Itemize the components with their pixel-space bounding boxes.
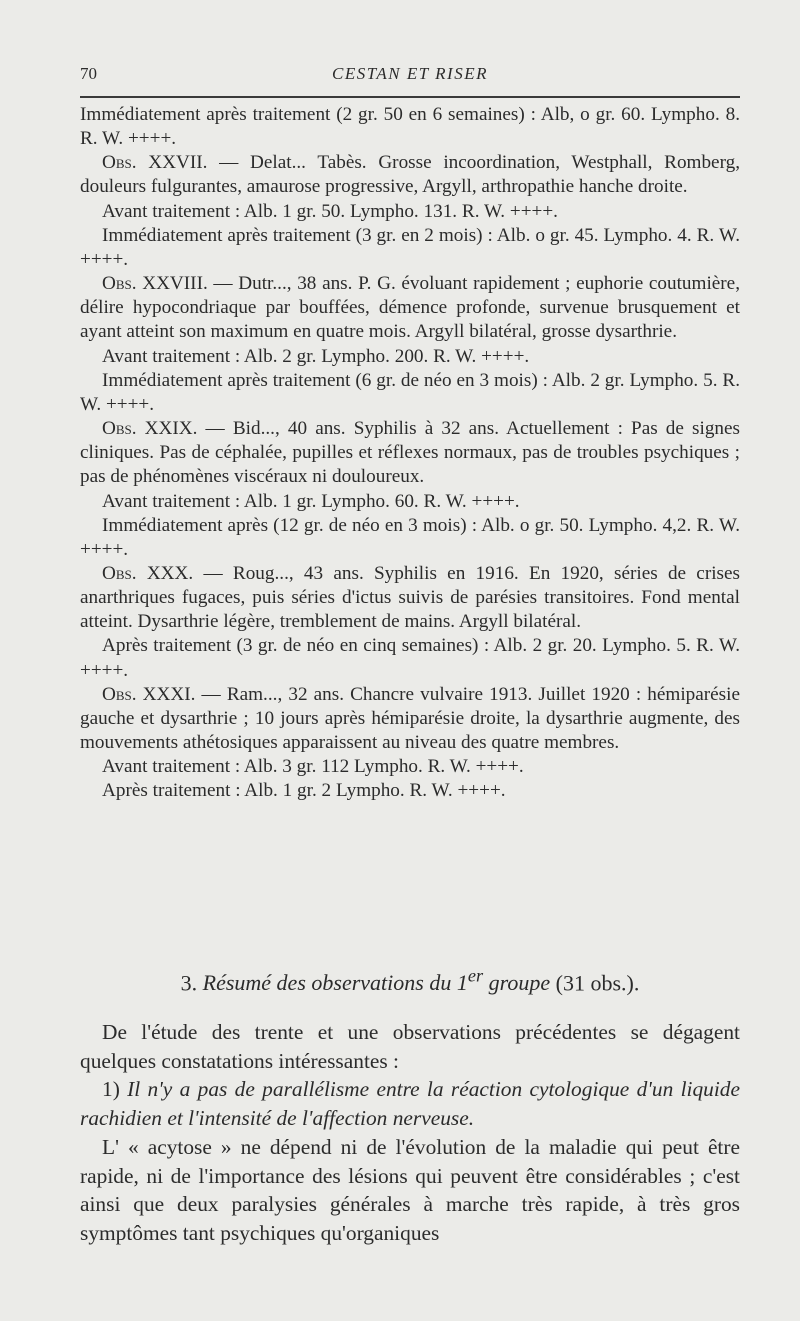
obs-text: — Delat... Tabès. Grosse incoordination, Westphall, Romberg, douleurs fulgurantes, amaurose progressive, Argyll, arthropathie hanche droite. [80,152,741,198]
obs-text: — Ram..., 32 ans. Chancre vulvaire 1913. Juillet 1920 : hémiparésie gauche et dysarthrie ; 10 jours après hémiparésie droite, la dysarthrie augmente, des mouvements athétosiques apparaissent au niveau des quatre membres. [80,683,740,754]
summary-intro: De l'étude des trente et une observations précédentes se dégagent quelques constatations intéressantes : [80,1020,740,1073]
obs-text: — Dutr..., 38 ans. P. G. évoluant rapidement ; euphorie coutumière, délire hypocondriaque par bouffées, démence profonde, survenue brusquement et ayant atteint son maximum en quatre mois. Argyll bilatéral, grosse dysarthrie. [80,273,740,343]
header-rule [80,96,740,98]
obs-label: Obs. XXX. [102,562,194,584]
running-title: CESTAN ET RISER [332,64,488,83]
paragraph-after-treatment-30: Après traitement (3 gr. de néo en cinq semaines) : Alb. 2 gr. 20. Lympho. 5. R. W. ++++. [80,635,740,681]
observation-27 [80,151,740,199]
superscript: er [467,966,484,986]
section-title: Résumé des observations du 1er groupe [202,966,551,996]
observation-31 [80,683,740,755]
paragraph-before-treatment-29: Avant traitement : Alb. 1 gr. Lympho. 60. R. W. ++++. [102,490,520,512]
section-number: 3. [180,970,198,996]
page-header [80,56,740,86]
observation-29 [80,417,740,489]
obs-label: Obs. XXXI. [102,683,196,705]
paragraph-before-treatment-28: Avant traitement : Alb. 2 gr. Lympho. 200. R. W. ++++. [102,345,530,367]
point-statement: Il n'y a pas de parallélisme entre la réaction cytologique d'un liquide rachidien et l'intensité de l'affection nerveuse. [80,1077,740,1131]
summary-explanation: L' « acytose » ne dépend ni de l'évolution de la maladie qui peut être rapide, ni de l'importance des lésions qui peuvent être considérables ; c'est ainsi que deux paralysies générales à marche très rapide, à très gros symptômes tant psychiques qu'organiques [80,1134,740,1245]
paragraph-before-treatment-27: Avant traitement : Alb. 1 gr. 50. Lympho. 131. R. W. ++++. [102,200,558,222]
paragraph-after-treatment-28: Immédiatement après traitement (6 gr. de néo en 3 mois) : Alb. 2 gr. Lympho. 5. R. W. ++++. [80,369,740,415]
summary-block [80,1018,740,1248]
point-number: 1) [102,1077,128,1102]
section-count: (31 obs.). [555,970,640,996]
obs-label: Obs. XXIX. [102,418,198,440]
page-number: 70 [80,64,97,83]
observation-28 [80,272,740,344]
obs-text: — Roug..., 43 ans. Syphilis en 1916. En 1920, séries de crises anarthriques fugaces, puis séries d'ictus suivis de parésies transitoires. Fond mental atteint. Dysarthrie légère, tremblement de mains. Argyll bilatéral. [80,562,740,633]
obs-label: Obs. XXVIII. [102,273,208,295]
observations-block [80,103,740,804]
observation-30 [80,562,740,634]
paragraph-after-treatment-27: Immédiatement après traitement (3 gr. en 2 mois) : Alb. o gr. 45. Lympho. 4. R. W. ++++. [80,224,740,270]
section-heading [80,958,740,1001]
paragraph-before-treatment-31: Avant traitement : Alb. 3 gr. 112 Lympho. R. W. ++++. [102,756,524,778]
obs-text: — Bid..., 40 ans. Syphilis à 32 ans. Actuellement : Pas de signes cliniques. Pas de céphalée, pupilles et réflexes normaux, pas de troubles psychiques ; pas de phénomènes viscéraux ni douloureux. [80,418,741,488]
summary-point-1 [80,1075,740,1132]
obs-label: Obs. XXVII. [102,152,208,174]
paragraph-after-treatment-29: Immédiatement après (12 gr. de néo en 3 mois) : Alb. o gr. 50. Lympho. 4,2. R. W. ++++. [80,514,740,560]
paragraph-after-treatment-31: Après traitement : Alb. 1 gr. 2 Lympho. R. W. ++++. [102,780,506,802]
paragraph-after-treatment-26: Immédiatement après traitement (2 gr. 50 en 6 semaines) : Alb, o gr. 60. Lympho. 8. R. W. ++++. [80,104,740,150]
